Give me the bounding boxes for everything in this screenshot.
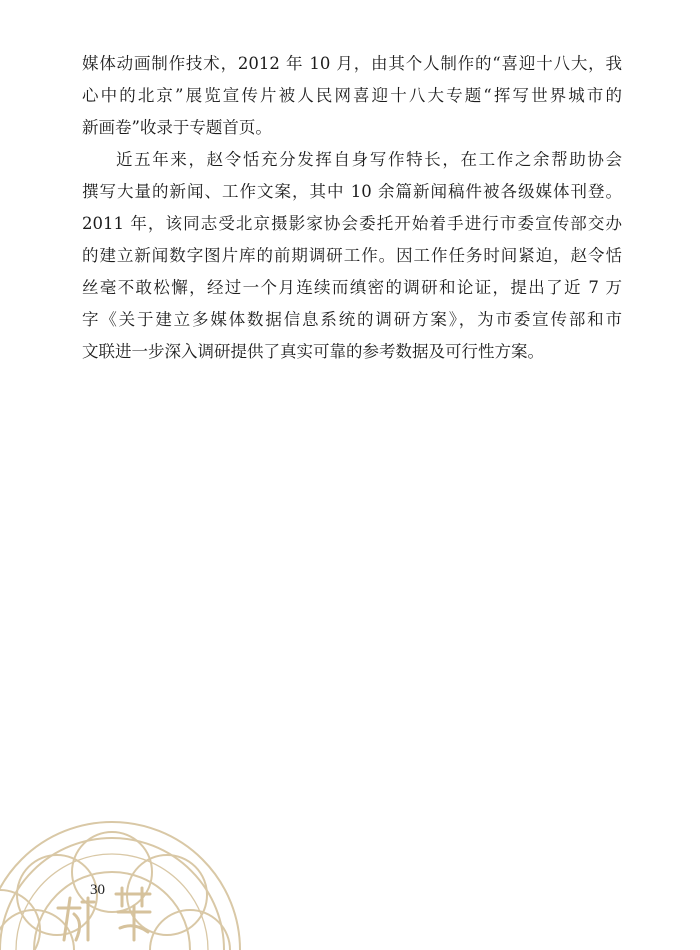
text-line: 撰写大量的新闻、工作文案，其中 10 余篇新闻稿件被各级媒体刊登。 [82, 182, 622, 201]
text-line: 心中的北京”展览宣传片被人民网喜迎十八大专题“挥写世界城市的 [82, 86, 622, 105]
text-line: 新画卷”收录于专题首页。 [82, 118, 272, 137]
text-line: 文联进一步深入调研提供了真实可靠的参考数据及可行性方案。 [82, 342, 544, 361]
text-line: 的建立新闻数字图片库的前期调研工作。因工作任务时间紧迫，赵令恬 [82, 246, 622, 265]
paragraph [82, 48, 622, 144]
text-line: 媒体动画制作技术，2012 年 10 月，由其个人制作的“喜迎十八大，我 [82, 54, 622, 73]
text-line: 2011 年，该同志受北京摄影家协会委托开始着手进行市委宣传部交办 [82, 214, 622, 233]
paragraph [82, 144, 622, 368]
text-line: 字《关于建立多媒体数据信息系统的调研方案》，为市委宣传部和市 [82, 310, 622, 329]
page-number: 30 [90, 882, 105, 898]
text-line: 丝毫不敢松懈，经过一个月连续而缜密的调研和论证，提出了近 7 万 [82, 278, 622, 297]
seal-watermark [0, 790, 250, 950]
body-text [82, 48, 622, 368]
text-line: 近五年来，赵令恬充分发挥自身写作特长，在工作之余帮助协会 [116, 150, 622, 169]
